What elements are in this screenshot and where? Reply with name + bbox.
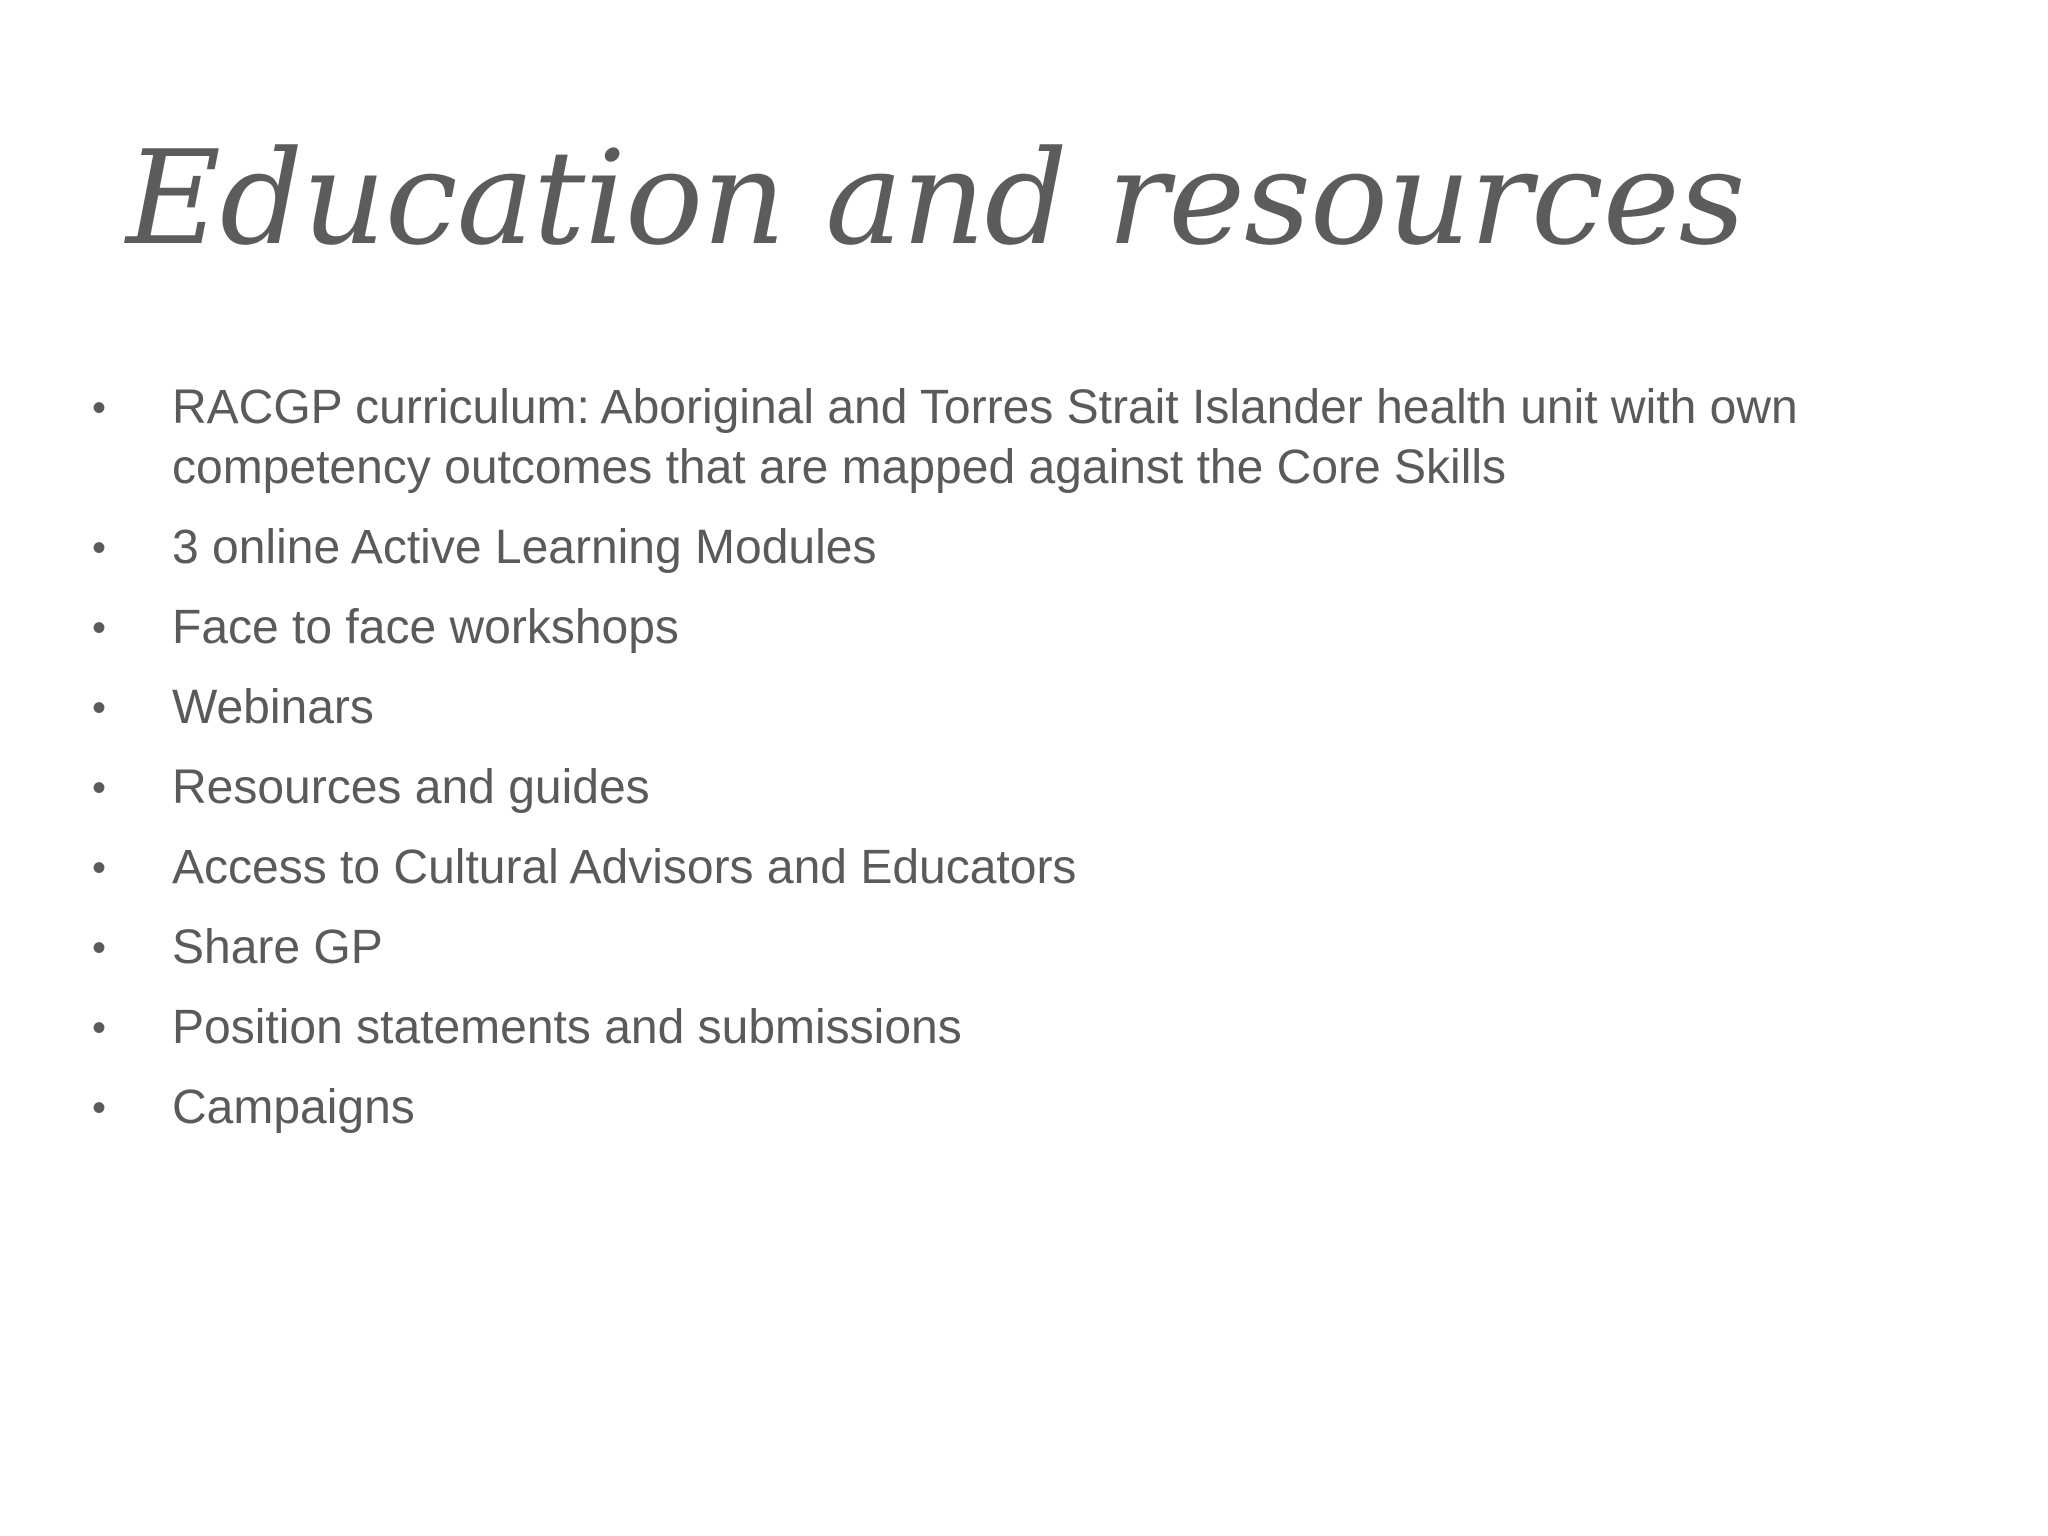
list-item-text: Face to face workshops	[172, 601, 679, 654]
list-item-text: RACGP curriculum: Aboriginal and Torres Strait Islander health unit with own competency outcomes that are mapped against the Core Skills	[172, 381, 1798, 494]
list-item	[92, 998, 1992, 1058]
list-item-text: Webinars	[172, 681, 374, 734]
list-item	[92, 918, 1992, 978]
bullet-icon: •	[92, 686, 107, 730]
bullet-icon: •	[92, 1006, 107, 1050]
list-item-text: Share GP	[172, 921, 383, 974]
list-item-text: 3 online Active Learning Modules	[172, 521, 877, 574]
list-item	[92, 518, 1992, 578]
list-item-text: Access to Cultural Advisors and Educators	[172, 841, 1077, 894]
list-item-text: Resources and guides	[172, 761, 650, 814]
bullet-icon: •	[92, 606, 107, 650]
bullet-icon: •	[92, 1086, 107, 1130]
list-item-text: Campaigns	[172, 1081, 415, 1134]
list-item	[92, 678, 1992, 738]
list-item	[92, 838, 1992, 898]
list-item	[92, 1078, 1992, 1138]
list-item	[92, 758, 1992, 818]
bullet-icon: •	[92, 526, 107, 570]
bullet-list	[92, 378, 1992, 1158]
bullet-icon: •	[92, 766, 107, 810]
bullet-icon: •	[92, 846, 107, 890]
list-item-text: Position statements and submissions	[172, 1001, 962, 1054]
slide-title: Education and resources	[126, 122, 1745, 274]
bullet-icon: •	[92, 386, 107, 430]
list-item	[92, 598, 1992, 658]
list-item	[92, 378, 1992, 498]
bullet-icon: •	[92, 926, 107, 970]
